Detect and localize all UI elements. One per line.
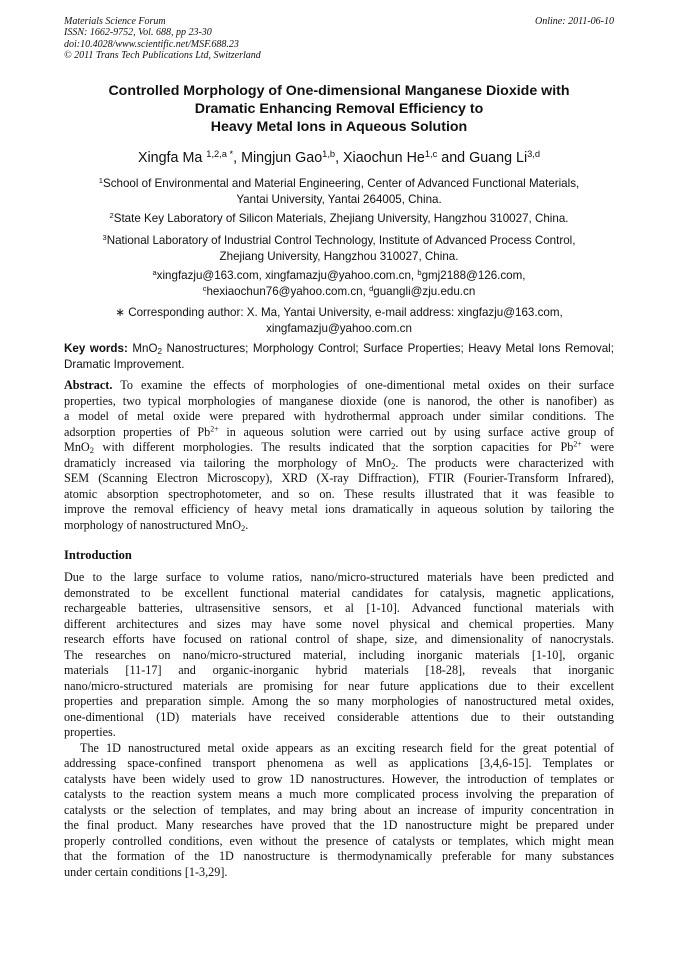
- author-affiliation-mark: 1,2,a *: [206, 148, 234, 159]
- author-separator: ,: [335, 150, 344, 166]
- text-line: properly controlled conditions, even without the presence of catalysts or templates, which might mean: [64, 833, 614, 848]
- abstract-text: morphology of nanostructured MnO: [64, 517, 242, 532]
- text-line: materials [11-17] and organic-inorganic hybrid materials [18-28], reveals that inorganic: [64, 663, 614, 677]
- subscript: 2: [391, 460, 396, 471]
- title-line-1: Controlled Morphology of One-dimensional Manganese Dioxide with: [108, 83, 570, 99]
- abstract-text: .: [245, 517, 249, 532]
- author-name: Xingfa Ma: [137, 150, 203, 166]
- keywords-text: Nanostructures; Morphology Control; Surface Properties; Heavy Metal Ions Removal; Dramatic Improvement.: [64, 342, 614, 371]
- text-line: catalysts or the selection of templates, and may bring about an increase of impurity concentration in: [64, 802, 614, 817]
- email-address: hexiaochun76@yahoo.com.cn,: [206, 285, 370, 298]
- corresponding-line: xingfamazju@yahoo.com.cn: [266, 322, 412, 335]
- text-line: catalysts have been widely used to grow 1D nanostructures. However, the introduction of templates or: [64, 771, 614, 786]
- text-line: properties.: [64, 725, 116, 739]
- email-mark: b: [417, 267, 422, 277]
- author-affiliation-mark: 1,c: [424, 148, 438, 159]
- affiliation-1: [64, 176, 614, 208]
- abstract-text: a model of metal oxide were prepared with hydrothermal approach under similar conditions. The: [64, 409, 614, 423]
- text-line: catalysts to the reaction system means a much more complicated process involving the preparation of: [64, 787, 614, 801]
- title-line-3: Heavy Metal Ions in Aqueous Solution: [210, 119, 468, 135]
- section-heading: Introduction: [64, 548, 132, 562]
- abstract-text: atomic absorption spectrophotometer, and so on. These results illustrated that it was feasible to: [64, 486, 614, 501]
- keywords-text: MnO: [127, 342, 158, 355]
- email-list: [64, 268, 614, 300]
- text-line: research efforts have focused on rational control of shape, size, and dimensionality of nanocrystals.: [64, 632, 614, 646]
- author-name: Xiaochun He: [343, 150, 425, 166]
- author-conjunction: and: [441, 150, 466, 166]
- abstract-text: dramaticly increased via tailoring the morphology of MnO: [64, 455, 392, 470]
- abstract-text: in aqueous solution were carried out by using surface active group of: [218, 424, 614, 439]
- subscript: 2: [89, 445, 94, 456]
- abstract-text: were: [581, 440, 614, 454]
- affiliation-number: 1: [98, 175, 103, 185]
- text-line: The researches on nano/micro-structured material, including inorganic materials [1-10], organic: [64, 647, 614, 662]
- intro-paragraph-2: [64, 741, 614, 881]
- text-line: that the formation of the 1D nanostructure is thermodynamically preferable for many substances: [64, 849, 614, 863]
- email-mark: c: [202, 283, 207, 293]
- issn-line: ISSN: 1662-9752, Vol. 688, pp 23-30: [64, 27, 212, 39]
- email-address: guangli@zju.edu.cn: [373, 285, 476, 298]
- copyright-line: © 2011 Trans Tech Publications Ltd, Switzerland: [64, 49, 261, 61]
- text-line: rechargeable batteries, ultrasensitive sensors, et al [1-10]. Advanced functional materials with: [64, 601, 614, 615]
- subscript: 2: [241, 522, 246, 533]
- journal-header: [64, 16, 261, 61]
- author-name: Guang Li: [469, 150, 528, 166]
- introduction-body: [64, 570, 614, 880]
- text-line: one-dimentional (1D) materials have received considerable attentions due to their outstanding: [64, 709, 614, 724]
- keywords: [64, 341, 614, 373]
- text-line: different architectures and sizes may have some novel physical and chemical properties. Many: [64, 616, 614, 631]
- author-affiliation-mark: 3,d: [527, 148, 541, 159]
- text-line: the final product. Many researches have proved that the 1D nanostructure might be prepared under: [64, 818, 614, 832]
- affiliation-text: Yantai University, Yantai 264005, China.: [236, 193, 442, 206]
- abstract-text: . The products were characterized with: [395, 455, 614, 470]
- affiliation-text: School of Environmental and Material Engineering, Center of Advanced Functional Materials,: [102, 177, 580, 190]
- abstract-text: adsorption properties of Pb: [64, 424, 211, 439]
- email-mark: d: [369, 283, 374, 293]
- email-address: gmj2188@126.com,: [421, 269, 526, 282]
- abstract-text: improve the removal efficiency of heavy metal ions dramatically in aqueous solution by tailoring the: [64, 502, 614, 516]
- journal-name: Materials Science Forum: [64, 16, 166, 27]
- author-separator: ,: [233, 150, 242, 166]
- affiliation-number: 2: [109, 210, 114, 220]
- abstract-text: MnO: [64, 440, 90, 454]
- online-date: Online: 2011-06-10: [535, 16, 614, 27]
- corresponding-author: [64, 305, 614, 337]
- text-line: under certain conditions [1-3,29].: [64, 864, 228, 879]
- text-line: properties and preparation simple. Among the so many morphologies of nanostructured metal oxides,: [64, 694, 614, 708]
- abstract-text: To examine the effects of morphologies of one-dimentional metal oxides on their surface: [112, 378, 614, 392]
- email-mark: a: [152, 267, 157, 277]
- affiliation-3: [64, 233, 614, 265]
- superscript: 2+: [210, 424, 219, 434]
- affiliation-text: State Key Laboratory of Silicon Materials, Zhejiang University, Hangzhou 310027, China.: [113, 212, 569, 225]
- abstract-text: properties, two typical morphologies of manganese dioxide (one is nanorod, the other is nanofiber) as: [64, 393, 614, 408]
- affiliation-text: National Laboratory of Industrial Control Technology, Institute of Advanced Process Control,: [106, 234, 576, 247]
- subscript: 2: [157, 347, 162, 357]
- abstract-text: SEM (Scanning Electron Microscopy), XRD (X-ray Diffraction), FTIR (Fourier-Transform Infrared),: [64, 471, 614, 485]
- keywords-label: Key words:: [64, 342, 128, 355]
- paper-title: [64, 82, 614, 136]
- email-address: xingfazju@163.com, xingfamazju@yahoo.com.cn,: [156, 269, 418, 282]
- author-list: [64, 150, 614, 166]
- text-line: The 1D nanostructured metal oxide appears as an exciting research field for the great potential of: [80, 740, 614, 755]
- author-affiliation-mark: 1,b: [322, 148, 336, 159]
- text-line: Due to the large surface to volume ratios, nano/micro-structured materials have been predicted and: [64, 570, 614, 584]
- affiliation-2: [64, 211, 614, 227]
- text-line: demonstrated to be excellent functional material candidates for catalysis, magnetic applications,: [64, 585, 614, 600]
- doi-line: doi:10.4028/www.scientific.net/MSF.688.23: [64, 38, 239, 50]
- abstract-text: with different morphologies. The results indicated that the sorption capacities for Pb: [94, 440, 574, 454]
- affiliation-text: Zhejiang University, Hangzhou 310027, China.: [219, 250, 459, 263]
- abstract: [64, 378, 614, 533]
- intro-paragraph-1: [64, 570, 614, 741]
- abstract-label: Abstract.: [64, 378, 113, 392]
- author-name: Mingjun Gao: [241, 150, 323, 166]
- text-line: nano/micro-structured materials are promising for near future applications due to their excellent: [64, 678, 614, 693]
- corresponding-line: ∗ Corresponding author: X. Ma, Yantai University, e-mail address: xingfazju@163.com,: [115, 306, 563, 319]
- superscript: 2+: [573, 439, 582, 449]
- affiliation-number: 3: [102, 232, 107, 242]
- title-line-2: Dramatic Enhancing Removal Efficiency to: [194, 101, 484, 117]
- text-line: addressing space-confined transport phenomena as well as applications [3,4,6-15]. Templates or: [64, 756, 614, 770]
